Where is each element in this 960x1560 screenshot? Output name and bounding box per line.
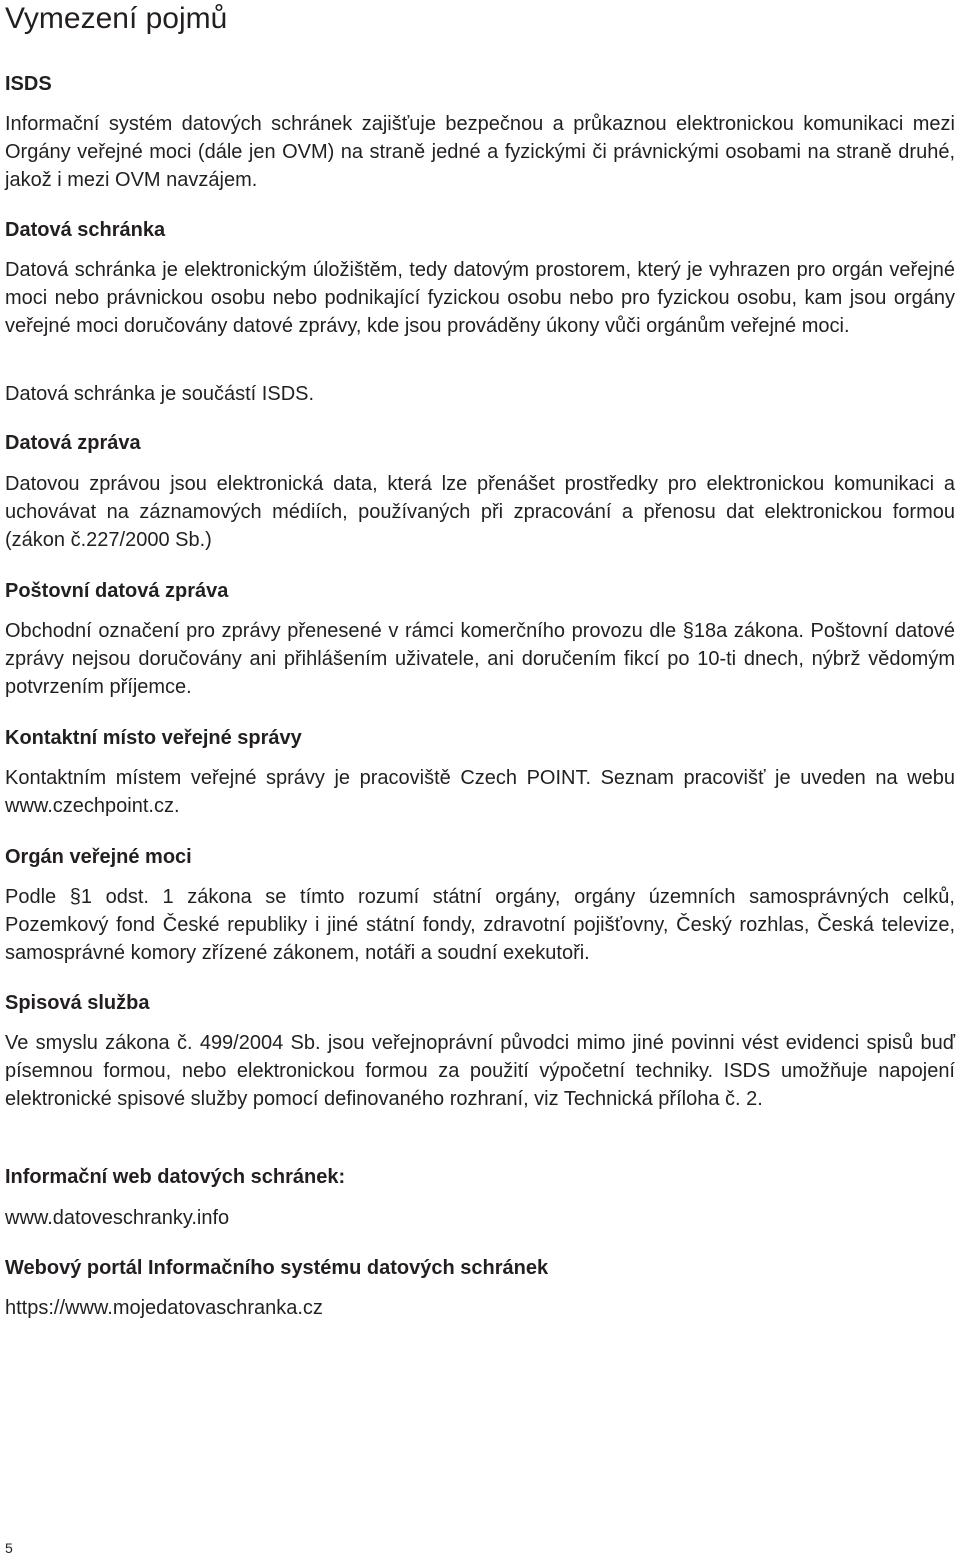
section-text-datova-schranka: Datová schránka je elektronickým úložištěm, tedy datovým prostorem, který je vyhrazen pro orgán veřejné moci nebo právnickou osobu nebo podnikající fyzickou osobu nebo pro fyzickou osobu, kam jsou orgány veřejné moci doručovány datové zprávy, kde jsou prováděny úkony vůči orgánům veřejné moci. — [5, 259, 955, 337]
section-text-postovni-datova-zprava: Obchodní označení pro zprávy přenesené v rámci komerčního provozu dle §18a zákona. Poštovní datové zprávy nejsou doručovány ani přihlášením uživatele, ani doručením fikcí po 10-ti dnech, nýbrž vědomým potvrzením příjemce. — [5, 620, 955, 698]
section-heading-informacni-web: Informační web datových schránek: — [5, 1166, 346, 1188]
section-heading-postovni-datova-zprava: Poštovní datová zpráva — [5, 580, 229, 602]
section-text-datova-schranka-note: Datová schránka je součástí ISDS. — [5, 383, 315, 405]
section-heading-kontaktni-misto: Kontaktní místo veřejné správy — [5, 727, 302, 749]
section-heading-datova-schranka: Datová schránka — [5, 219, 166, 241]
section-heading-spisova-sluzba: Spisová služba — [5, 992, 150, 1014]
section-heading-webovy-portal: Webový portál Informačního systému datových schránek — [5, 1257, 549, 1279]
section-text-organ-verejne-moci: Podle §1 odst. 1 zákona se tímto rozumí státní orgány, orgány územních samosprávných celků, Pozemkový fond České republiky i jiné státní fondy, zdravotní pojišťovny, Český rozhlas, Česká televize, samosprávné komory zřízené zákonem, notáři a soudní exekutoři. — [5, 886, 955, 964]
page-number: 5 — [5, 1540, 13, 1556]
section-heading-organ-verejne-moci: Orgán veřejné moci — [5, 846, 192, 868]
link-mojedatovaschranka[interactable]: https://www.mojedatovaschranka.cz — [5, 1297, 323, 1319]
page-title: Vymezení pojmů — [5, 2, 228, 35]
section-text-spisova-sluzba: Ve smyslu zákona č. 499/2004 Sb. jsou veřejnoprávní původci mimo jiné povinni vést evidenci spisů buď písemnou formou, nebo elektronickou formou za použití výpočetní techniky. ISDS umožňuje napojení elektronické spisové služby pomocí definovaného rozhraní, viz Technická příloha č. 2. — [5, 1032, 955, 1110]
section-heading-datova-zprava: Datová zpráva — [5, 432, 141, 454]
section-text-isds: Informační systém datových schránek zajišťuje bezpečnou a průkaznou elektronickou komunikaci mezi Orgány veřejné moci (dále jen OVM) na straně jedné a fyzickými či právnickými osobami na straně druhé, jakož i mezi OVM navzájem. — [5, 113, 955, 191]
section-heading-isds: ISDS — [5, 73, 52, 95]
section-text-datova-zprava: Datovou zprávou jsou elektronická data, která lze přenášet prostředky pro elektronickou komunikaci a uchovávat na záznamových médiích, používaných při zpracování a přenosu dat elektronickou formou (zákon č.227/2000 Sb.) — [5, 473, 955, 551]
link-datoveschranky[interactable]: www.datoveschranky.info — [5, 1207, 230, 1229]
section-text-kontaktni-misto: Kontaktním místem veřejné správy je pracoviště Czech POINT. Seznam pracovišť je uveden na webu www.czechpoint.cz. — [5, 767, 955, 817]
